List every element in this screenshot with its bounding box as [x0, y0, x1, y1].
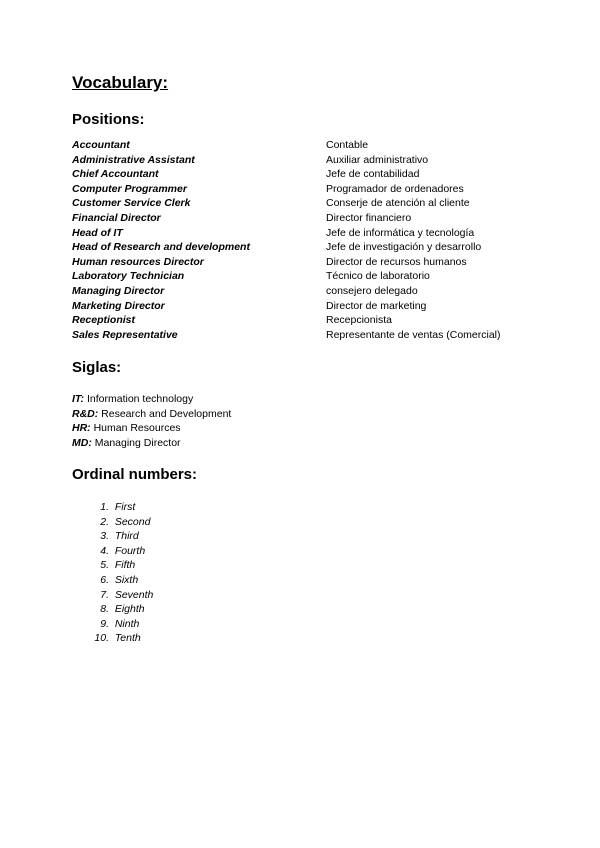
ordinal-number: 2.: [100, 515, 109, 528]
siglas-heading: Siglas:: [72, 359, 122, 376]
position-english: Sales Representative: [72, 328, 178, 341]
position-row: [72, 313, 532, 328]
position-row: [72, 284, 532, 299]
position-english: Laboratory Technician: [72, 270, 185, 283]
position-row: [72, 226, 532, 241]
position-spanish: consejero delegado: [326, 284, 418, 297]
position-english: Head of Research and development: [72, 241, 250, 254]
ordinal-word: Sixth: [114, 573, 139, 586]
ordinal-row: [72, 558, 153, 573]
position-row: [72, 153, 532, 168]
ordinal-word: Second: [114, 515, 151, 528]
position-spanish: Auxiliar administrativo: [326, 153, 429, 166]
ordinal-number: 9.: [100, 617, 109, 630]
position-spanish: Conserje de atención al cliente: [326, 197, 470, 210]
sigla-row: [72, 392, 231, 407]
ordinal-number: 1.: [100, 501, 109, 513]
ordinal-row: [72, 617, 153, 632]
ordinal-number: 5.: [100, 559, 109, 572]
positions-heading: Positions:: [72, 111, 145, 128]
position-spanish: Técnico de laboratorio: [326, 270, 430, 283]
ordinal-word: Eighth: [114, 603, 145, 616]
position-row: [72, 299, 532, 314]
ordinal-word: Third: [114, 530, 139, 543]
sigla-abbr: MD:: [72, 436, 92, 449]
position-english: Administrative Assistant: [72, 153, 195, 166]
sigla-meaning: Managing Director: [91, 436, 181, 449]
ordinal-row: [72, 588, 153, 603]
position-english: Human resources Director: [72, 255, 204, 268]
position-spanish: Director de marketing: [326, 299, 427, 312]
position-row: [72, 269, 532, 284]
position-english: Customer Service Clerk: [72, 197, 191, 210]
position-row: [72, 196, 532, 211]
position-spanish: Contable: [326, 139, 369, 151]
ordinal-word: Tenth: [114, 632, 141, 645]
sigla-row: [72, 421, 231, 436]
sigla-meaning: Research and Development: [98, 407, 232, 420]
sigla-abbr: IT:: [72, 393, 85, 405]
ordinal-word: Seventh: [114, 588, 154, 601]
ordinal-number: 7.: [100, 588, 109, 601]
position-row: [72, 328, 532, 343]
ordinal-row: [72, 573, 153, 588]
position-english: Marketing Director: [72, 299, 165, 312]
position-english: Chief Accountant: [72, 168, 159, 181]
sigla-abbr: R&D:: [72, 407, 99, 420]
ordinal-row: [72, 529, 153, 544]
ordinal-word: First: [114, 501, 136, 513]
ordinal-word: Ninth: [114, 617, 140, 630]
position-spanish: Director de recursos humanos: [326, 255, 467, 268]
position-row: [72, 211, 532, 226]
ordinal-row: [72, 500, 153, 515]
ordinal-number: 3.: [100, 530, 109, 543]
ordinal-word: Fifth: [114, 559, 136, 572]
position-row: [72, 182, 532, 197]
ordinal-number: 4.: [100, 544, 109, 557]
position-english: Managing Director: [72, 284, 165, 297]
position-spanish: Programador de ordenadores: [326, 182, 464, 195]
ordinal-word: Fourth: [114, 544, 146, 557]
sigla-abbr: HR:: [72, 422, 91, 435]
ordinals-heading: Ordinal numbers:: [72, 466, 198, 483]
position-row: [72, 167, 532, 182]
position-spanish: Representante de ventas (Comercial): [326, 328, 501, 341]
position-spanish: Director financiero: [326, 211, 412, 224]
sigla-meaning: Information technology: [84, 393, 194, 405]
positions-list: [72, 138, 532, 342]
position-english: Accountant: [72, 139, 130, 151]
position-spanish: Recepcionista: [326, 314, 392, 327]
sigla-row: [72, 436, 231, 451]
ordinal-number: 10.: [94, 632, 109, 645]
position-english: Financial Director: [72, 211, 161, 224]
ordinal-row: [72, 544, 153, 559]
page-title: Vocabulary:: [72, 73, 169, 92]
position-spanish: Jefe de investigación y desarrollo: [326, 241, 482, 254]
position-spanish: Jefe de contabilidad: [326, 168, 420, 181]
position-english: Head of IT: [72, 226, 123, 239]
position-english: Computer Programmer: [72, 182, 187, 195]
ordinals-list: [72, 500, 153, 646]
position-english: Receptionist: [72, 314, 136, 327]
position-row: [72, 240, 532, 255]
ordinal-row: [72, 602, 153, 617]
ordinal-row: [72, 631, 153, 646]
siglas-list: [72, 392, 231, 450]
sigla-row: [72, 407, 231, 422]
ordinal-number: 8.: [100, 603, 109, 616]
ordinal-row: [72, 515, 153, 530]
position-row: [72, 255, 532, 270]
position-spanish: Jefe de informática y tecnología: [326, 226, 475, 239]
sigla-meaning: Human Resources: [90, 422, 181, 435]
ordinal-number: 6.: [100, 573, 109, 586]
position-row: [72, 138, 532, 153]
